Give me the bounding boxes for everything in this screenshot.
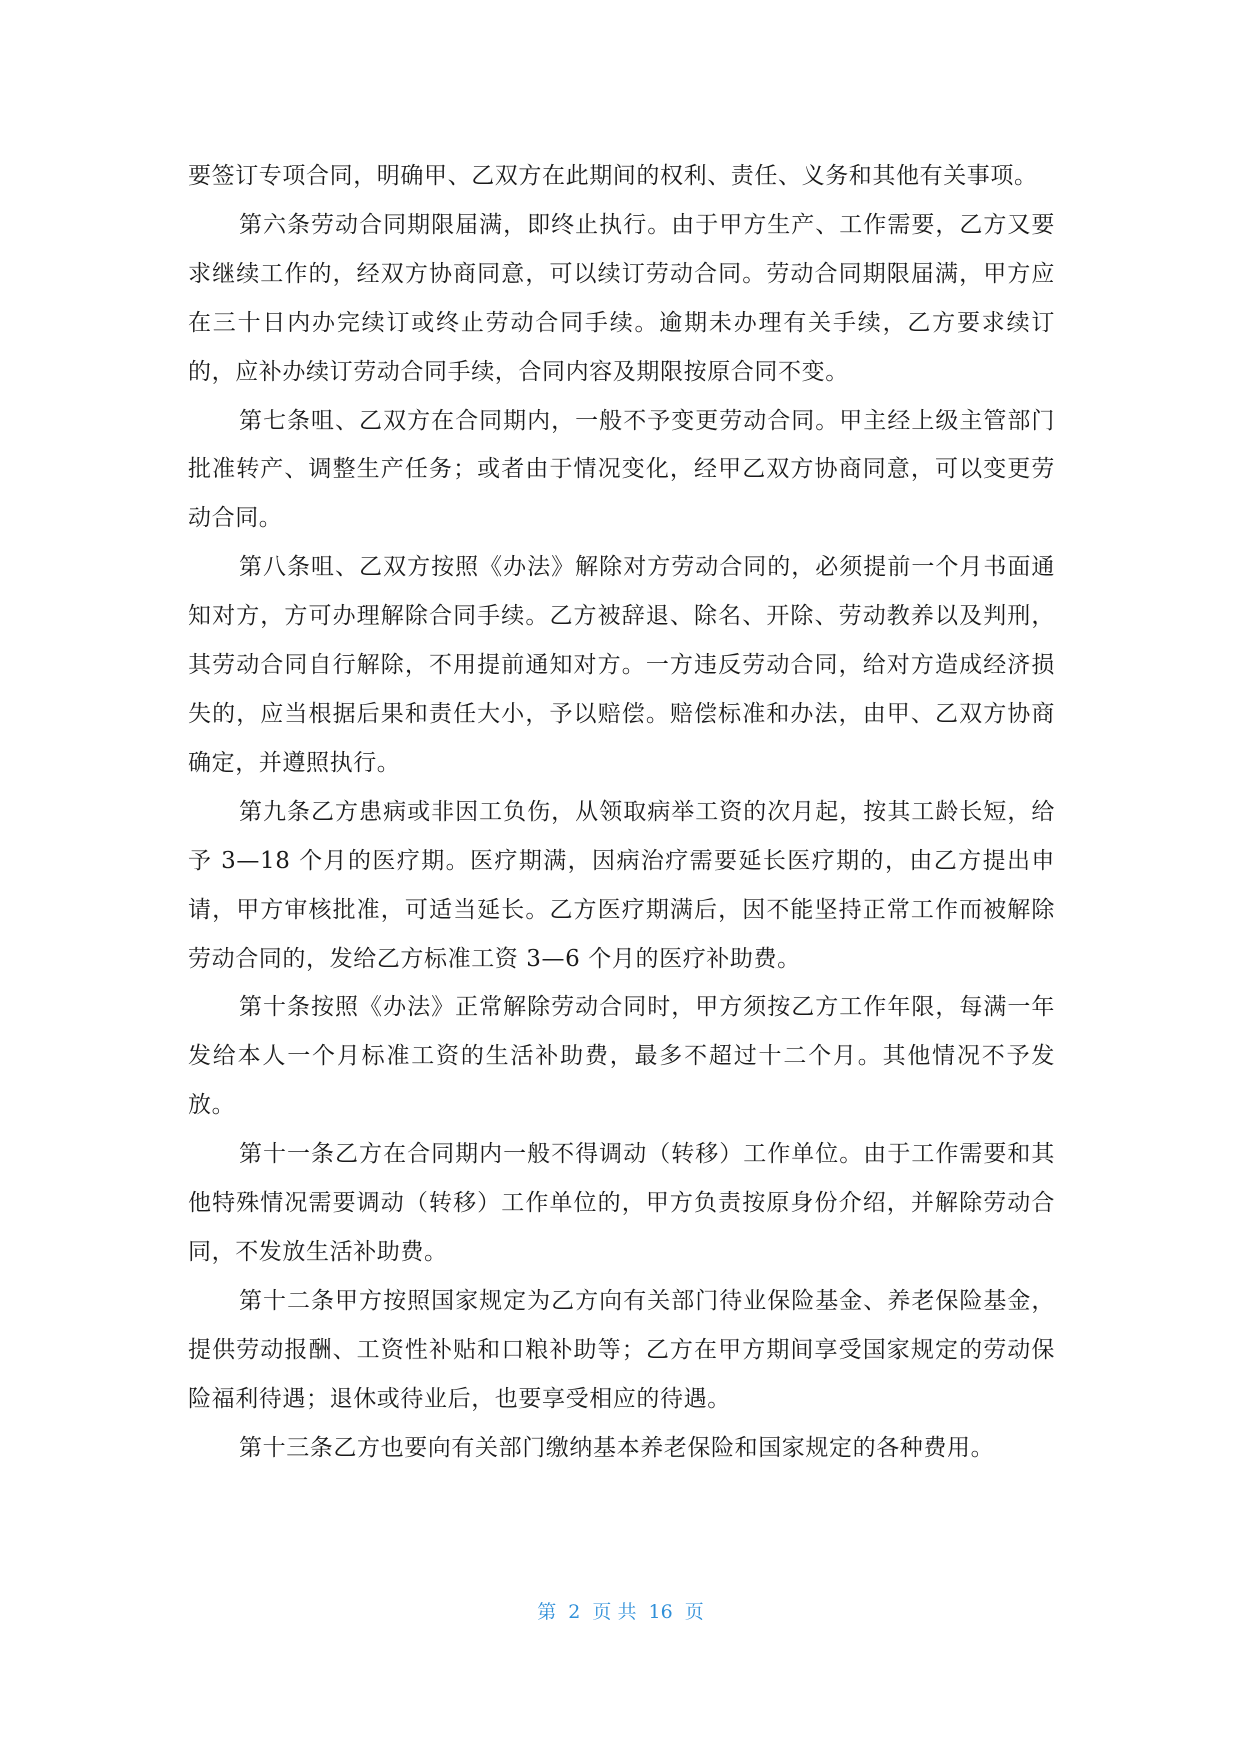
paragraph-article-12: 第十二条甲方按照国家规定为乙方向有关部门待业保险基金、养老保险基金，提供劳动报酬、工资性补贴和口粮补助等；乙方在甲方期间享受国家规定的劳动保险福利待遇；退休或待业后，也要享受相应的待遇。 bbox=[188, 1287, 1055, 1412]
paragraph-article-9: 第九条乙方患病或非因工负伤，从领取病举工资的次月起，按其工龄长短，给予 3—18 个月的医疗期。医疗期满，因病治疗需要延长医疗期的，由乙方提出申请，甲方审核批准，可适当延长。乙方医疗期满后，因不能坚持正常工作而被解除劳动合同的，发给乙方标准工资 3—6 个月的医疗补助费。 bbox=[188, 798, 1055, 972]
paragraph-article-11: 第十一条乙方在合同期内一般不得调动（转移）工作单位。由于工作需要和其他特殊情况需要调动（转移）工作单位的，甲方负责按原身份介绍，并解除劳动合同，不发放生活补助费。 bbox=[188, 1141, 1055, 1265]
paragraph-article-8: 第八条咀、乙双方按照《办法》解除对方劳动合同的，必须提前一个月书面通知对方，方可办理解除合同手续。乙方被辞退、除名、开除、劳动教养以及判刑，其劳动合同自行解除，不用提前通知对方。一方违反劳动合同，给对方造成经济损失的，应当根据后果和责任大小，予以赔偿。赔偿标准和办法，由甲、乙双方协商确定，并遵照执行。 bbox=[188, 554, 1055, 776]
paragraph-article-10: 第十条按照《办法》正常解除劳动合同时，甲方须按乙方工作年限，每满一年发给本人一个月标准工资的生活补助费，最多不超过十二个月。其他情况不予发放。 bbox=[188, 994, 1055, 1119]
paragraph-continuation: 要签订专项合同，明确甲、乙双方在此期间的权利、责任、义务和其他有关事项。 bbox=[188, 163, 1038, 189]
paragraph-article-7: 第七条咀、乙双方在合同期内，一般不予变更劳动合同。甲主经上级主管部门批准转产、调整生产任务；或者由于情况变化，经甲乙双方协商同意，可以变更劳动合同。 bbox=[188, 407, 1055, 532]
page-number-footer: 第 2 页 共 16 页 bbox=[537, 1601, 704, 1623]
document-body bbox=[188, 152, 1055, 1472]
paragraph-article-6: 第六条劳动合同期限届满，即终止执行。由于甲方生产、工作需要，乙方又要求继续工作的，经双方协商同意，可以续订劳动合同。劳动合同期限届满，甲方应在三十日内办完续订或终止劳动合同手续。逾期未办理有关手续，乙方要求续订的，应补办续订劳动合同手续，合同内容及期限按原合同不变。 bbox=[188, 211, 1055, 385]
paragraph-article-13: 第十三条乙方也要向有关部门缴纳基本养老保险和国家规定的各种费用。 bbox=[239, 1434, 995, 1461]
